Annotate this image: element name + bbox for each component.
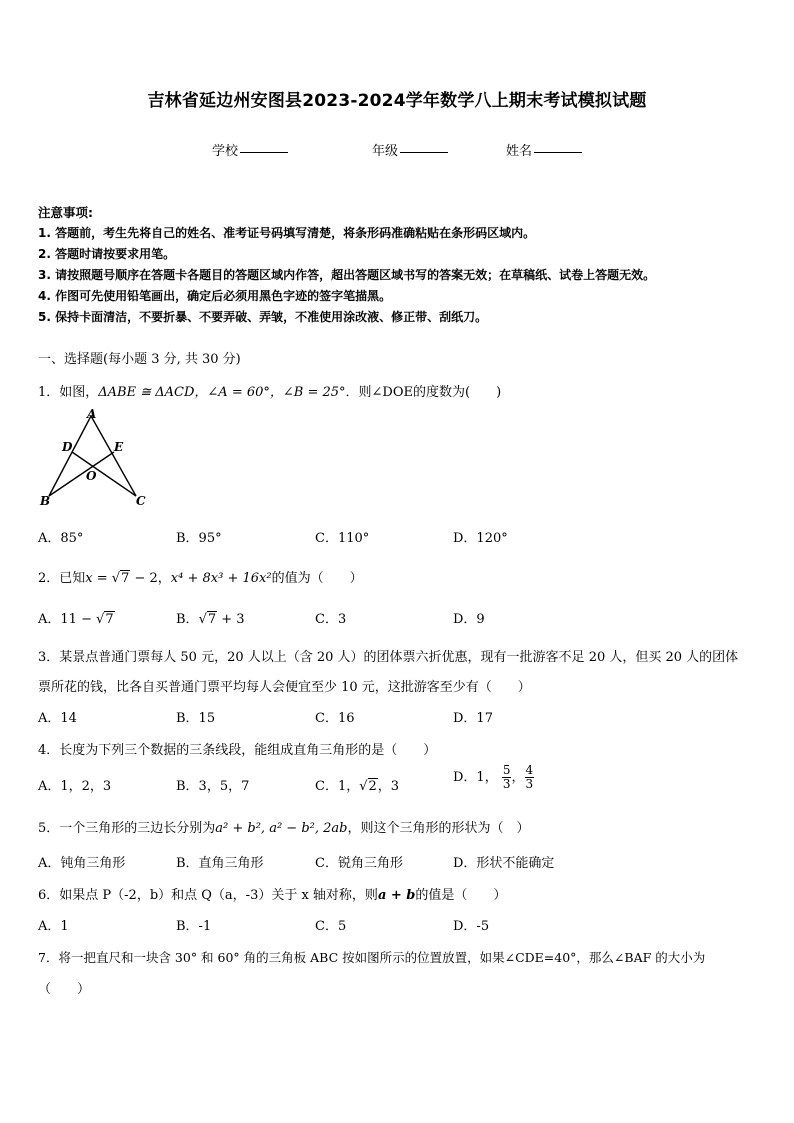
sqrt-sign: √ [359, 779, 368, 794]
school-blank[interactable] [240, 142, 288, 153]
q6-option-c[interactable]: C．5 [315, 919, 347, 934]
q1-option-c[interactable]: C．110° [315, 531, 370, 546]
note-item: 2. 答题时请按要求用笔。 [38, 247, 176, 261]
q5-option-a[interactable]: A．钝角三角形 [38, 856, 126, 871]
q2-option-a[interactable] [38, 608, 115, 627]
q2-option-b[interactable] [176, 608, 245, 627]
section-heading: 一、选择题(每小题 3 分, 共 30 分) [38, 352, 241, 367]
fraction-denominator: 3 [525, 777, 534, 791]
note-item: 1. 答题前，考生先将自己的姓名、准考证号码填写清楚，将条形码准确粘贴在条形码区域内。 [38, 226, 536, 240]
q2-minus: − 2， [130, 571, 171, 586]
q2-prefix: 2．已知 [38, 571, 86, 586]
question-7-line-2: （ ） [38, 982, 91, 997]
q2-option-b-root: 7 [207, 612, 217, 627]
fraction-denominator: 3 [502, 777, 511, 791]
note-item: 3. 请按照题号顺序在答题卡各题目的答题区域内作答，超出答题区域书写的答案无效；在草稿纸、试卷上答题无效。 [38, 268, 656, 282]
q2-root: 7 [121, 571, 130, 586]
q2-option-c[interactable]: C．3 [315, 612, 347, 627]
q1-suffix: ．则∠DOE的度数为( ) [345, 385, 502, 400]
q6-option-b[interactable]: B．-1 [176, 919, 212, 934]
q4-option-a[interactable]: A．1，2，3 [38, 779, 112, 794]
q5-suffix: ，则这个三角形的形状为（ ） [347, 821, 530, 836]
name-field[interactable] [506, 140, 582, 159]
q1-option-b[interactable]: B．95° [176, 531, 222, 546]
question-1 [38, 381, 501, 400]
q3-option-d[interactable]: D．17 [453, 711, 493, 726]
fraction-numerator: 4 [525, 763, 534, 777]
q6-option-d[interactable]: D．-5 [453, 919, 490, 934]
notes-heading: 注意事项: [38, 205, 93, 220]
q6-option-a[interactable]: A．1 [38, 919, 69, 934]
question-4: 4．长度为下列三个数据的三条线段，能组成直角三角形的是（ ） [38, 743, 437, 758]
grade-field[interactable] [372, 140, 448, 159]
label-c: C [136, 494, 146, 508]
q4-option-d-separator: ， [511, 770, 525, 785]
q4-option-c-root: 2 [368, 779, 377, 794]
school-label: 学校 [212, 144, 239, 159]
q2-suffix: 的值为（ ） [271, 571, 363, 586]
q4-option-d-text: D．1， [453, 770, 498, 785]
name-label: 姓名 [506, 144, 533, 159]
q5-option-d[interactable]: D．形状不能确定 [453, 856, 555, 871]
q4-option-b[interactable]: B．3，5，7 [176, 779, 250, 794]
q6-prefix: 6．如果点 P（-2，b）和点 Q（a，-3）关于 x 轴对称，则 [38, 888, 378, 903]
q2-option-b-text: B． [176, 612, 199, 627]
label-e: E [114, 440, 124, 454]
note-item: 4. 作图可先使用铅笔画出，确定后必须用黑色字迹的签字笔描黑。 [38, 289, 392, 303]
label-d: D [62, 440, 73, 454]
q2-option-d[interactable]: D．9 [453, 612, 485, 627]
q2-expression: x⁴ + 8x³ + 16x² [170, 571, 272, 586]
q3-option-b[interactable]: B．15 [176, 711, 216, 726]
question-3-line-1: 3．某景点普通门票每人 50 元，20 人以上（含 20 人）的团体票六折优惠，现有一批游客不足 20 人，但买 20 人的团体 [38, 650, 739, 665]
label-b: B [40, 494, 51, 508]
q4-option-c[interactable] [315, 775, 399, 794]
q3-option-a[interactable]: A．14 [38, 711, 77, 726]
school-field[interactable] [212, 140, 288, 159]
name-blank[interactable] [534, 142, 582, 153]
sqrt-sign: √ [111, 571, 121, 586]
sqrt-sign: √ [96, 612, 105, 627]
q1-option-d[interactable]: D．120° [453, 531, 508, 546]
q2-option-b-post: + 3 [217, 612, 245, 627]
q4-option-c-text: C．1， [315, 779, 360, 794]
label-o: O [86, 469, 97, 483]
question-6 [38, 884, 506, 903]
triangle-figure [38, 408, 158, 508]
q5-option-c[interactable]: C．锐角三角形 [315, 856, 403, 871]
q5-prefix: 5．一个三角形的三边长分别为 [38, 821, 216, 836]
page-title: 吉林省延边州安图县2023-2024学年数学八上期末考试模拟试题 [147, 91, 647, 111]
q5-option-b[interactable]: B．直角三角形 [176, 856, 264, 871]
q3-option-c[interactable]: C．16 [315, 711, 355, 726]
q4-option-d-fraction-2 [525, 764, 535, 791]
sqrt-sign: √ [198, 612, 207, 627]
fraction-numerator: 5 [502, 763, 511, 777]
question-3-line-2: 票所花的钱，比各自买普通门票平均每人会便宜至少 10 元，这批游客至少有（ ） [38, 680, 531, 695]
q4-option-c-post: ，3 [377, 779, 400, 794]
q2-x-eq: x = [85, 571, 112, 586]
q1-prefix: 1．如图， [38, 385, 99, 400]
q2-option-a-root: 7 [105, 612, 114, 627]
q2-option-a-text: A．11 − [38, 612, 97, 627]
grade-blank[interactable] [400, 142, 448, 153]
q6-expression: a + b [377, 888, 416, 903]
q1-option-a[interactable]: A．85° [38, 531, 84, 546]
note-item: 5. 保持卡面清洁，不要折暴、不要弄破、弄皱，不准使用涂改液、修正带、刮纸刀。 [38, 310, 488, 324]
q1-condition: ΔABE ≅ ΔACD，∠A = 60°，∠B = 25° [98, 385, 346, 400]
q5-expression: a² + b², a² − b², 2ab [215, 821, 348, 836]
question-2 [38, 567, 363, 586]
q4-option-d[interactable] [453, 764, 534, 791]
question-7-line-1: 7．将一把直尺和一块含 30° 和 60° 角的三角板 ABC 按如图所示的位置放置，如果∠CDE=40°，那么∠BAF 的大小为 [38, 950, 706, 965]
question-5 [38, 817, 529, 836]
label-a: A [87, 408, 97, 421]
grade-label: 年级 [372, 144, 399, 159]
q6-suffix: 的值是（ ） [415, 888, 507, 903]
